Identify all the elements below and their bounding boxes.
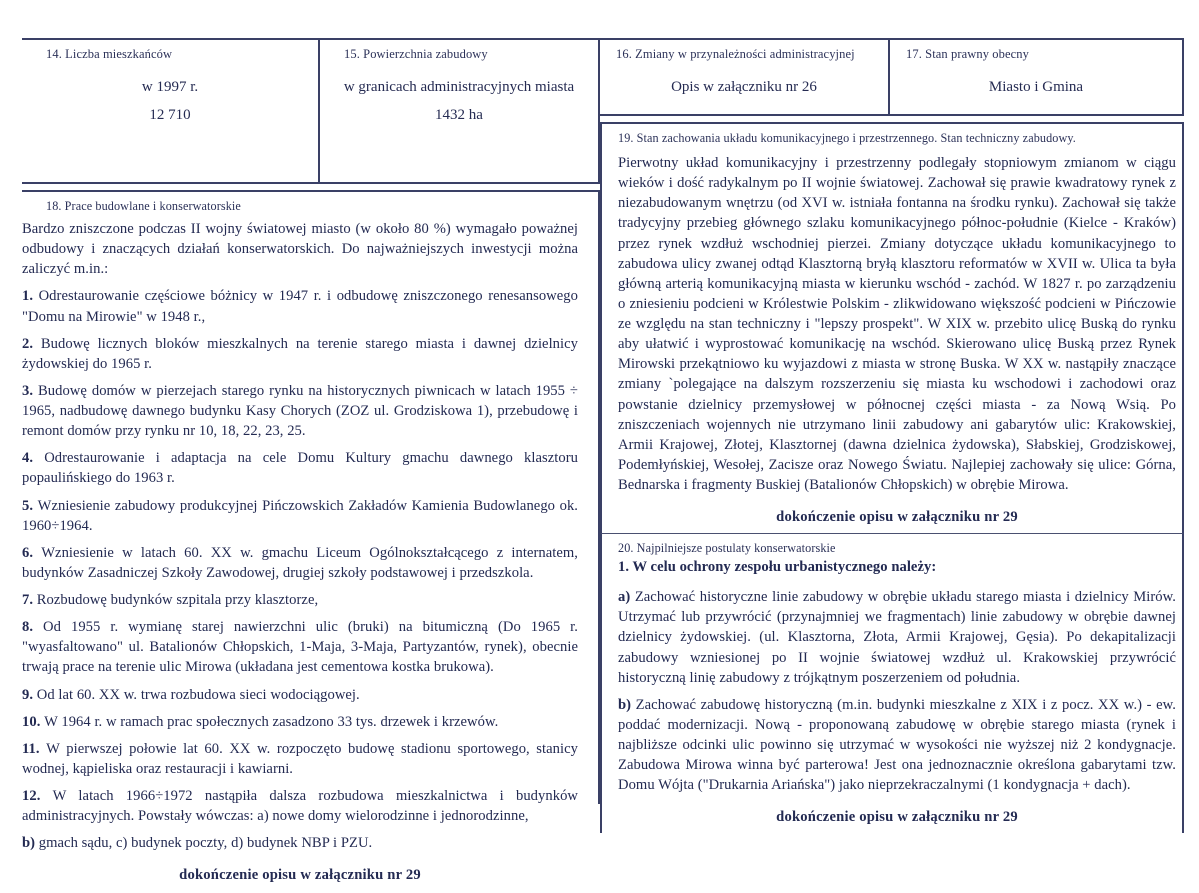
- section-20-footer: dokończenie opisu w załączniku nr 29: [776, 809, 1018, 826]
- section-18-item-number: 11.: [22, 740, 47, 757]
- section-20-item: [618, 695, 1176, 796]
- section-18-item-text: Budowę domów w pierzejach starego rynku na historycznych piwnicach w latach 1955 ÷ 1965, nadbudowę dawnego budynku Kasy Chorych (ZOZ ul. Grodziskowa 1), przebudowę i remont domów przy rynku nr 10, 18, 22, 23, 25.: [22, 382, 578, 440]
- section-18-item-text: W pierwszej połowie lat 60. XX w. rozpoczęto budowę stadionu sportowego, stanicy wodnej, kąpieliska oraz restauracji i kawiarni.: [22, 740, 578, 777]
- field-14-value-line1: w 1997 r.: [141, 78, 199, 95]
- field-15-value-line2: 1432 ha: [435, 107, 483, 124]
- field-16-value: [600, 73, 888, 102]
- field-15-value: [320, 73, 598, 130]
- field-16-label: 16. Zmiany w przynależności administracyjnej: [616, 47, 855, 61]
- section-18-intro: Bardzo zniszczone podczas II wojny światowej miasto (w około 80 %) wymagało poważnej odbudowy i znaczących działań konserwatorskich. Do najważniejszych inwestycji można zaliczyć m.in.:: [22, 221, 578, 278]
- section-18-item-text: Wzniesienie w latach 60. XX w. gmachu Liceum Ogólnokształcącego z internatem, budynków Zasadniczej Szkoły Zawodowej, drugiej szkoły podstawowej i przedszkola.: [22, 544, 579, 581]
- section-18-item-number: 2.: [22, 335, 41, 352]
- section-18-item: [22, 496, 578, 536]
- section-18-item-text: W 1964 r. w ramach prac społecznych zasadzono 33 tys. drzewek i krzewów.: [44, 713, 499, 730]
- section-18-item-text: Odrestaurowanie częściowe bóżnicy w 1947 r. i odbudowę zniszczonego renesansowego "Domu na Mirowie" w 1948 r.,: [22, 288, 578, 325]
- section-18-item: [22, 712, 578, 732]
- section-19-body: [618, 153, 1176, 534]
- section-19-paragraph: Pierwotny układ komunikacyjny i przestrzenny podlegały stopniowym zmianom w ciągu wieków i dość radykalnym po II wojnie światowej. Zachował się prawie kwadratowy rynek z niezabudowanym wnętrzu (od XVI w. istniała fontanna na środku rynku). Zachował się także tradycyjny przebieg głównego szlaku komunikacyjnego północ-południe (Kielce - Kraków) przez rynek wzdłuż wschodniej pierzei. Zmiany dotyczące układu komunikacyjnego to zabudowa ulicy zwanej odtąd Klasztorną bryłą klasztoru reformatów w XVII w. Ulica ta była główną arterią komunikacyjną miasta w kierunku wschód - zachód. W 1827 r. po zarządzeniu o zniesieniu podcieni w Królestwie Polskim - zlikwidowano większość podcieni w Pińczowie ze względu na stan techniczny i "lepszy prospekt". W XIX w. przebito ulicę Buską do rynku aby ułatwić i wyprostować komunikację na wschód. Skierowano ulicę Buską przez Rynek Mirowski przekątniowo ku wyjazdowi z miasta w stronę Buska. W XX w. nastąpiły znaczące zmiany `polegające na dalszym rozszerzeniu się miasta ku wschodowi i zachodowi oraz powstanie dzielnicy przemysłowej w północnej części miasta - za Nową Wsią. Po zniszczeniach wojennych nie utrzymano linii zabudowy ani gabarytów ulic: Krakowskiej, Armii Krajowej, Złotej, Klasztornej (dawna dzielnica żydowska), Słabskiej, Grodziskowej, Podemłyńskiej, Wesołej, Zacisze oraz Nowego Światu. Najlepiej zachowały się ulice: Górna, Bednarska i fragmenty Buskiej (Batalionów Chłopskich) w obrębie Mirowa.: [618, 155, 1176, 493]
- section-18-item: [22, 448, 578, 488]
- section-18-item-text: Od 1955 r. wymianę starej nawierzchni ulic (bruki) na bitumiczną (Do 1965 r. "wyasfaltowano" ul. Batalionów Chłopskich, 1-Maja, 3-Maja, Partyzantów, rynek), obecnie trwają prace na terenie ulic Mirowa (układana jest cementowa kostka brukowa).: [22, 619, 578, 676]
- section-20-item: [618, 587, 1176, 688]
- section-18-item-number: 7.: [22, 592, 37, 608]
- section-18-item: [22, 286, 578, 326]
- field-14-label: 14. Liczba mieszkańców: [46, 47, 173, 61]
- section-18-item-number: 5.: [22, 497, 38, 514]
- section-20-item-text: Zachować historyczne linie zabudowy w obrębie układu starego miasta i dzielnicy Mirów. Utrzymać lub przywrócić (przynajmniej we fragmentach) linie zabudowy w obrębie dawnej dzielnicy żydowskiej. (ul. Klasztorna, Złota, Armii Krajowej, Gęsia). Po dekapitalizacji zabudowy wzniesionej po II wojnie światowej wzdłuż ul. Krakowskiej przywrócić historyczną linię zabudowy z trójkątnym poszerzeniem od południa.: [618, 589, 1176, 686]
- section-18-item-number: 4.: [22, 450, 45, 467]
- section-18-item-number: 6.: [22, 544, 42, 561]
- field-17-value-line1: Miasto i Gmina: [988, 78, 1084, 95]
- section-18-item-text: Od lat 60. XX w. trwa rozbudowa sieci wodociągowej.: [36, 686, 360, 703]
- section-18-item-number: 9.: [22, 686, 37, 703]
- section-18-item: [22, 590, 578, 610]
- section-18-item: [22, 543, 578, 583]
- section-18-item: [22, 685, 578, 705]
- section-18-item: [22, 334, 578, 374]
- section-18-item: [22, 739, 578, 779]
- section-18-body: [22, 210, 578, 893]
- section-20-heading: 1. W celu ochrony zespołu urbanistycznego należy:: [618, 559, 937, 575]
- section-20-item-marker: a): [618, 589, 635, 606]
- section-18-item-list: [22, 286, 578, 826]
- field-14-cell: [22, 38, 320, 184]
- field-14-value-line2: 12 710: [149, 107, 191, 124]
- field-16-cell: [600, 38, 890, 116]
- section-18-item-text: Odrestaurowanie i adaptacja na cele Domu Kultury gmachu dawnego klasztoru popaulińskiego do 1963 r.: [22, 450, 578, 487]
- field-15-cell: [320, 38, 600, 184]
- section-20-item-marker: b): [618, 696, 636, 713]
- field-17-cell: [890, 38, 1184, 116]
- field-15-value-line1: w granicach administracyjnych miasta: [343, 78, 575, 95]
- field-17-label: 17. Stan prawny obecny: [906, 47, 1030, 61]
- section-18-item: [22, 617, 578, 677]
- section-18-item-text: Rozbudowę budynków szpitala przy klasztorze,: [36, 592, 319, 608]
- section-18-item-number: 12.: [22, 788, 53, 804]
- section-18-label: 18. Prace budowlane i konserwatorskie: [46, 199, 241, 213]
- section-18-item-number: 8.: [22, 619, 44, 636]
- section-18-item-number: 10.: [22, 713, 45, 730]
- section-18-closing-item: b) gmach sądu, c) budynek poczty, d) budynek NBP i PZU.: [22, 835, 373, 852]
- field-15-label: 15. Powierzchnia zabudowy: [344, 47, 488, 61]
- section-18-footer: dokończenie opisu w załączniku nr 29: [179, 867, 421, 884]
- section-20-item-list: [618, 587, 1176, 795]
- field-16-value-line1: Opis w załączniku nr 26: [671, 78, 817, 95]
- section-18-item: [22, 381, 578, 441]
- section-18-closing-text: gmach sądu, c) budynek poczty, d) budynek NBP i PZU.: [38, 835, 373, 852]
- section-19-footer: dokończenie opisu w załączniku nr 29: [776, 509, 1018, 526]
- field-17-value: [890, 73, 1182, 102]
- section-18-item-number: 1.: [22, 288, 39, 305]
- section-20-body: [618, 557, 1176, 835]
- section-20-label: 20. Najpilniejsze postulaty konserwatorskie: [618, 541, 836, 555]
- section-18-item-text: Budowę licznych bloków mieszkalnych na terenie starego miasta i dawnej dzielnicy żydowskiej do 1965 r.: [22, 335, 579, 372]
- section-19-label: 19. Stan zachowania układu komunikacyjnego i przestrzennego. Stan techniczny zabudowy.: [618, 131, 1076, 145]
- section-20-item-text: Zachować zabudowę historyczną (m.in. budynki mieszkalne z XIX i z pocz. XX w.) - ew. poddać modernizacji. Nową - proponowaną zabudowę w obrębie starego miasta (rynek i najbliższe odcinki ulic powinno się utrzymać w wysokości nie wyższej niż 2 kondygnacje. Zabudowa Mirowa winna być parterowa! Jest ona jednoznacznie określona gabarytami tzw. Domu Wójta ("Drukarnia Ariańska") jako nieprzekraczalnymi (1 kondygnacja + dach).: [618, 696, 1176, 794]
- section-18-item: [22, 786, 578, 826]
- section-18-item-text: W latach 1966÷1972 nastąpiła dalsza rozbudowa mieszkalnictwa i budynków administracyjnych. Powstały wówczas: a) nowe domy wielorodzinne i jednorodzinne,: [22, 788, 578, 825]
- section-18-item-number: 3.: [22, 382, 38, 399]
- field-14-value: [22, 73, 318, 130]
- section-18-item-text: Wzniesienie zabudowy produkcyjnej Pińczowskich Zakładów Kamienia Budowlanego ok. 1960÷1964.: [22, 497, 578, 534]
